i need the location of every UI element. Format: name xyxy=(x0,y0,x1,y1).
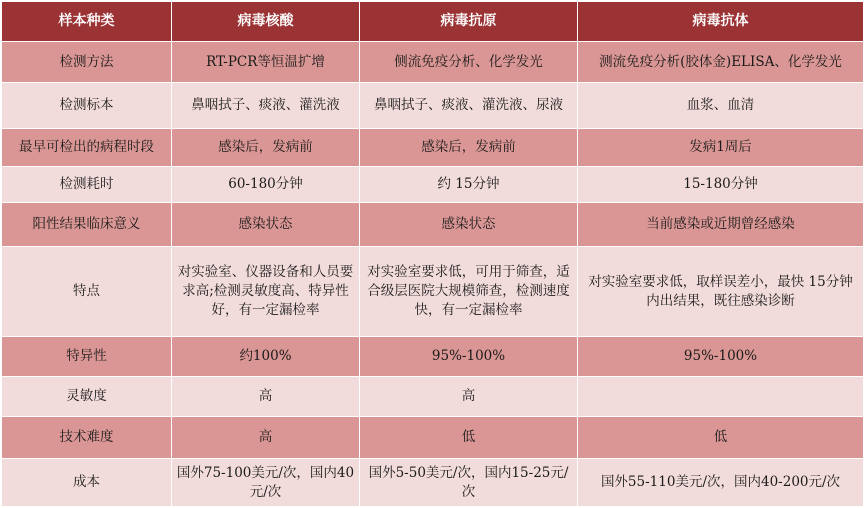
row-technical-difficulty xyxy=(2,417,864,459)
cell-antigen: 国外5-50美元/次，国内15-25元/次 xyxy=(360,459,578,507)
row-features xyxy=(2,247,864,337)
header-viral-antigen: 病毒抗原 xyxy=(360,2,578,42)
cell-nucleic-acid: 感染状态 xyxy=(172,203,360,247)
cell-antibody: 对实验室要求低，取样误差小，最快 15分钟内出结果，既往感染诊断 xyxy=(578,247,864,337)
cell-antibody: 95%-100% xyxy=(578,337,864,377)
cell-antigen: 感染后，发病前 xyxy=(360,129,578,167)
row-label: 特异性 xyxy=(2,337,172,377)
header-sample-type: 样本种类 xyxy=(2,2,172,42)
row-earliest-detection xyxy=(2,129,864,167)
cell-nucleic-acid: 约100% xyxy=(172,337,360,377)
cell-antigen: 对实验室要求低，可用于筛查，适合级层医院大规模筛查，检测速度快，有一定漏检率 xyxy=(360,247,578,337)
row-label: 阳性结果临床意义 xyxy=(2,203,172,247)
cell-nucleic-acid: 高 xyxy=(172,377,360,417)
cell-nucleic-acid: 鼻咽拭子、痰液、灌洗液 xyxy=(172,83,360,129)
row-label: 灵敏度 xyxy=(2,377,172,417)
cell-antibody: 当前感染或近期曾经感染 xyxy=(578,203,864,247)
row-label: 检测标本 xyxy=(2,83,172,129)
row-label: 成本 xyxy=(2,459,172,507)
row-specimen xyxy=(2,83,864,129)
cell-antigen: 感染状态 xyxy=(360,203,578,247)
cell-antibody: 国外55-110美元/次，国内40-200元/次 xyxy=(578,459,864,507)
row-label: 检测耗时 xyxy=(2,167,172,203)
cell-nucleic-acid: 高 xyxy=(172,417,360,459)
cell-antigen: 侧流免疫分析、化学发光 xyxy=(360,42,578,83)
row-label: 最早可检出的病程时段 xyxy=(2,129,172,167)
cell-nucleic-acid: 国外75-100美元/次，国内40元/次 xyxy=(172,459,360,507)
row-cost xyxy=(2,459,864,507)
header-viral-antibody: 病毒抗体 xyxy=(578,2,864,42)
row-clinical-significance xyxy=(2,203,864,247)
row-test-duration xyxy=(2,167,864,203)
cell-antibody xyxy=(578,377,864,417)
cell-antigen: 低 xyxy=(360,417,578,459)
cell-nucleic-acid: 感染后，发病前 xyxy=(172,129,360,167)
cell-nucleic-acid: 对实验室、仪器设备和人员要求高;检测灵敏度高、特异性好，有一定漏检率 xyxy=(172,247,360,337)
row-detection-method xyxy=(2,42,864,83)
cell-antibody: 低 xyxy=(578,417,864,459)
cell-antigen: 95%-100% xyxy=(360,337,578,377)
row-specificity xyxy=(2,337,864,377)
cell-nucleic-acid: RT-PCR等恒温扩增 xyxy=(172,42,360,83)
row-sensitivity xyxy=(2,377,864,417)
cell-antibody: 血浆、血清 xyxy=(578,83,864,129)
cell-antibody: 15-180分钟 xyxy=(578,167,864,203)
cell-antigen: 鼻咽拭子、痰液、灌洗液、尿液 xyxy=(360,83,578,129)
header-row xyxy=(2,2,864,42)
header-viral-nucleic-acid: 病毒核酸 xyxy=(172,2,360,42)
row-label: 检测方法 xyxy=(2,42,172,83)
row-label: 特点 xyxy=(2,247,172,337)
row-label: 技术难度 xyxy=(2,417,172,459)
cell-antibody: 发病1周后 xyxy=(578,129,864,167)
comparison-table xyxy=(1,1,864,507)
cell-antibody: 测流免疫分析(胶体金)ELISA、化学发光 xyxy=(578,42,864,83)
cell-antigen: 高 xyxy=(360,377,578,417)
cell-antigen: 约 15分钟 xyxy=(360,167,578,203)
cell-nucleic-acid: 60-180分钟 xyxy=(172,167,360,203)
